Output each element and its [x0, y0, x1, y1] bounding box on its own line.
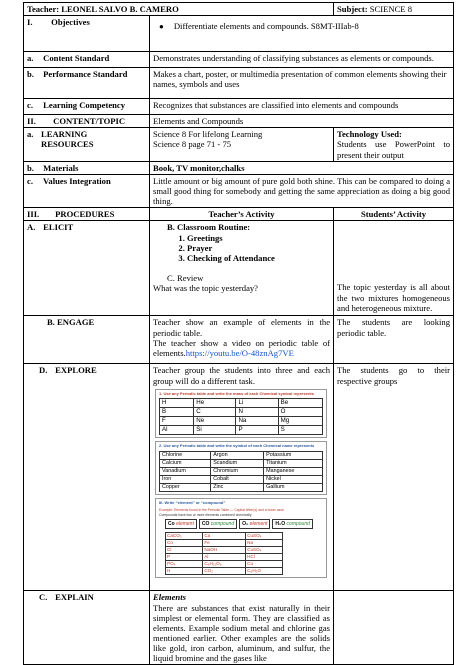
table-cell: Zinc	[211, 484, 264, 492]
materials-text: Book, TV monitor,chalks	[150, 161, 454, 174]
routine-item-prayer: 2. Prayer	[187, 243, 330, 253]
performance-standard-row	[24, 68, 454, 99]
subject-cell	[334, 3, 454, 16]
learning-competency-row	[24, 99, 454, 115]
table-cell: C	[194, 408, 236, 417]
content-topic-num: II.	[27, 116, 36, 127]
content-standard-row	[24, 52, 454, 68]
table-cell: CuSO₄	[246, 532, 283, 539]
worksheet-2-table	[159, 451, 323, 492]
explore-num: D.	[39, 365, 48, 376]
elicit-student-text: The topic yesterday is all about the two mixtures homogeneous and heterogeneous mixture.	[337, 282, 451, 313]
table-cell: CO₂	[203, 567, 246, 574]
legend-item	[239, 519, 270, 529]
worksheet-1-table	[159, 398, 323, 435]
learning-resources-text-cell	[150, 128, 334, 161]
engage-student-text: The students are looking periodic table.	[334, 316, 454, 364]
explain-teacher-cell	[150, 591, 334, 665]
teacher-label: Teacher:	[27, 4, 60, 14]
content-topic-label-cell	[24, 115, 150, 128]
table-cell: Argon	[211, 452, 264, 460]
table-cell: F	[160, 417, 194, 426]
teacher-activity-header: Teacher’s Activity	[150, 208, 334, 221]
table-cell: Cu	[246, 560, 283, 567]
objectives-row	[24, 16, 454, 52]
values-integration-label-cell	[24, 174, 150, 207]
content-standard-text: Demonstrates understanding of classifying substances as elements or compounds.	[150, 52, 454, 68]
table-cell: Mg	[278, 417, 322, 426]
lesson-plan-table	[23, 2, 454, 665]
values-integration-row	[24, 174, 454, 207]
elicit-student-cell	[334, 221, 454, 316]
table-row	[160, 399, 323, 408]
table-row	[160, 426, 323, 435]
table-row	[166, 546, 283, 553]
video-link[interactable]: https://youtu.be/O-48znAg7VE	[185, 347, 294, 358]
procedures-header-row	[24, 208, 454, 221]
legend-answer: element	[249, 520, 268, 527]
legend-answer: element	[176, 520, 194, 527]
table-cell: Cobalt	[211, 476, 264, 484]
learning-competency-text: Recognizes that substances are classified into elements and compounds	[150, 99, 454, 115]
learning-resources-text-2: Science 8 page 71 - 75	[153, 139, 232, 150]
values-integration-label: Values Integration	[43, 175, 111, 186]
table-cell: Chromium	[211, 468, 264, 476]
subject-label: Subject:	[337, 4, 368, 14]
table-cell: CuSO₄	[246, 546, 283, 553]
explore-teacher-cell	[150, 364, 334, 591]
subject-value: SCIENCE 8	[369, 4, 412, 14]
table-cell: P	[166, 553, 203, 560]
table-cell: Vanadium	[160, 468, 211, 476]
performance-standard-label-cell	[24, 68, 150, 99]
classroom-routine-list	[187, 233, 330, 263]
table-cell: Ca	[203, 532, 246, 539]
table-cell: C₆H₁₂O₆	[203, 560, 246, 567]
procedures-num: III.	[27, 209, 40, 220]
explain-text: There are substances that exist naturally in their simplest or elemental form. They are classified as elements. Example sodium metal and chlorine gas mentioned earlier. Other examples are the solids like gold, iron carbon, aluminum, and sulfur, the liquid bromine and the gases like	[153, 602, 331, 664]
table-cell: Na	[246, 539, 283, 546]
table-cell: H	[160, 399, 194, 408]
content-standard-label-cell	[24, 52, 150, 68]
legend-symbol: H₂O	[275, 520, 286, 527]
table-cell: Gallium	[264, 484, 323, 492]
explain-student-cell	[334, 591, 454, 665]
objectives-label: Objectives	[51, 17, 90, 28]
classroom-routine-title: B. Classroom Routine:	[167, 222, 251, 233]
elicit-row	[24, 221, 454, 316]
table-row	[166, 553, 283, 560]
learning-resources-label-1: LEARNING	[41, 129, 88, 140]
table-row	[160, 460, 323, 468]
worksheet-3	[155, 498, 327, 578]
table-cell: Li	[236, 399, 278, 408]
learning-resources-label-2: RESOURCES	[41, 139, 94, 150]
table-row	[160, 417, 323, 426]
table-cell: Si	[194, 426, 236, 435]
table-cell: NaOH	[203, 546, 246, 553]
learning-resources-label-cell	[24, 128, 150, 161]
explore-label: EXPLORE	[55, 365, 97, 376]
learning-resources-row	[24, 128, 454, 161]
legend-answer: compound	[210, 520, 235, 527]
content-standard-label: Content Standard	[43, 53, 110, 64]
elicit-num: A.	[27, 222, 36, 233]
explore-row	[24, 364, 454, 591]
worksheet-3-legend	[165, 519, 323, 529]
worksheet-3-example-1: Example: Elements found in the Periodic Table — Capital letter(s) and a lower case	[159, 507, 284, 512]
legend-item	[199, 519, 237, 529]
table-cell: Be	[278, 399, 322, 408]
engage-teacher-text-1: Teacher show an example of elements in the periodic table.	[153, 317, 331, 338]
legend-answer: compound	[286, 520, 310, 527]
routine-item-attendance: 3. Checking of Attendance	[187, 253, 330, 263]
performance-standard-text: Makes a chart, poster, or multimedia presentation of common elements showing their names, symbols and uses	[150, 68, 454, 99]
table-row	[160, 408, 323, 417]
table-cell: Iron	[160, 476, 211, 484]
technology-used-cell	[334, 128, 454, 161]
table-cell: Ne	[194, 417, 236, 426]
materials-label-cell	[24, 161, 150, 174]
content-topic-text: Elements and Compounds	[150, 115, 454, 128]
table-cell: N	[236, 408, 278, 417]
table-row	[160, 452, 323, 460]
materials-row	[24, 161, 454, 174]
elicit-label: ELICIT	[43, 222, 74, 233]
table-cell: Co	[166, 539, 203, 546]
legend-item	[272, 519, 312, 529]
worksheet-1-title: 1. Use any Periodic table and write the mass of each Chemical symbol represents	[159, 390, 314, 396]
table-cell: Calcium	[160, 460, 211, 468]
worksheet-3-title: III. Write “element” or “compound”	[159, 500, 226, 506]
table-row	[166, 567, 283, 574]
materials-num: b.	[27, 162, 34, 173]
table-cell: Manganese	[264, 468, 323, 476]
engage-teacher-text-2: The teacher show a video on periodic table of elements.	[153, 337, 331, 358]
engage-teacher-cell	[150, 316, 334, 364]
explain-label: EXPLAIN	[55, 592, 94, 603]
performance-standard-label: Performance Standard	[43, 69, 128, 80]
worksheet-2	[155, 441, 327, 495]
table-cell: S	[278, 426, 322, 435]
engage-row	[24, 316, 454, 364]
learning-resources-text-1: Science 8 For lifelong Learning	[153, 129, 263, 140]
procedures-label: PROCEDURES	[55, 209, 115, 220]
legend-symbol: CO	[201, 520, 210, 527]
objective-item: ● Differentiate elements and compounds. S8MT-IIIab-8	[159, 21, 450, 31]
table-cell: Copper	[160, 484, 211, 492]
objectives-num: I.	[27, 17, 33, 28]
review-title: C. Review	[167, 272, 204, 283]
engage-num: B.	[47, 317, 55, 328]
table-cell: Chlorine	[160, 452, 211, 460]
legend-symbol: Co	[168, 520, 175, 527]
learning-competency-label: Learning Competency	[43, 100, 126, 111]
student-activity-header: Students’ Activity	[334, 208, 454, 221]
elicit-teacher-cell	[150, 221, 334, 316]
learning-resources-num: a.	[27, 129, 34, 140]
worksheet-3-table	[165, 532, 283, 575]
content-topic-row	[24, 115, 454, 128]
table-cell: HCl	[246, 553, 283, 560]
legend-item	[165, 519, 197, 529]
table-cell: Al	[160, 426, 194, 435]
elicit-label-cell	[24, 221, 150, 316]
technology-used-title: Technology Used:	[337, 129, 402, 140]
explain-title: Elements	[153, 592, 186, 603]
engage-label-cell	[24, 316, 150, 364]
table-cell: Nickel	[264, 476, 323, 484]
review-question: What was the topic yesterday?	[153, 283, 258, 294]
teacher-name: LEONEL SALVO B. CAMERO	[61, 4, 179, 14]
table-cell: O	[278, 408, 322, 417]
table-cell: Fe	[203, 539, 246, 546]
engage-label: ENGAGE	[57, 317, 95, 328]
explain-num: C.	[39, 592, 48, 603]
table-cell: H	[166, 567, 203, 574]
values-integration-num: c.	[27, 175, 33, 186]
learning-competency-num: c.	[27, 100, 33, 111]
learning-competency-label-cell	[24, 99, 150, 115]
table-cell: PO₄	[166, 560, 203, 567]
worksheet-1	[155, 389, 327, 439]
explore-teacher-text: Teacher group the students into three and each group will do a different task.	[153, 365, 331, 386]
table-cell: CaCO₃	[166, 532, 203, 539]
table-cell: P	[236, 426, 278, 435]
table-cell: Titanium	[264, 460, 323, 468]
table-cell: C₆H₂O	[246, 567, 283, 574]
table-row	[160, 476, 323, 484]
table-row	[166, 539, 283, 546]
legend-symbol: O₂	[242, 520, 249, 527]
materials-label: Materials	[43, 162, 79, 173]
table-row	[160, 484, 323, 492]
objectives-label-cell	[24, 16, 150, 52]
table-cell: Na	[236, 417, 278, 426]
table-row	[166, 560, 283, 567]
performance-standard-num: b.	[27, 69, 34, 80]
values-integration-text: Little amount or big amount of pure gold both shine. This can be compared to doing a small good thing for somebody and getting the same appreciation as doing a big good thing.	[150, 174, 454, 207]
objectives-content-cell	[150, 16, 454, 52]
teacher-cell	[24, 3, 334, 16]
explain-row	[24, 591, 454, 665]
table-row	[166, 532, 283, 539]
header-row	[24, 3, 454, 16]
routine-item-greetings: 1. Greetings	[187, 233, 330, 243]
procedures-label-cell	[24, 208, 150, 221]
explore-student-text: The students go to their respective groups	[334, 364, 454, 591]
table-cell: Al	[203, 553, 246, 560]
table-cell: B	[160, 408, 194, 417]
table-row	[160, 468, 323, 476]
table-cell: Potassium	[264, 452, 323, 460]
worksheet-3-example-2: Compounds have two or more elements combined chemically	[159, 512, 252, 517]
table-cell: Scandium	[211, 460, 264, 468]
worksheet-2-title: 2. Use any Periodic table and write the symbol of each Chemical name represents	[159, 443, 315, 449]
explain-label-cell	[24, 591, 150, 665]
content-standard-num: a.	[27, 53, 34, 64]
table-cell: He	[194, 399, 236, 408]
content-topic-label: CONTENT/TOPIC	[53, 116, 126, 127]
explore-label-cell	[24, 364, 150, 591]
technology-used-text: Students use PowerPoint to present their output	[337, 139, 451, 160]
table-cell: Cl	[166, 546, 203, 553]
